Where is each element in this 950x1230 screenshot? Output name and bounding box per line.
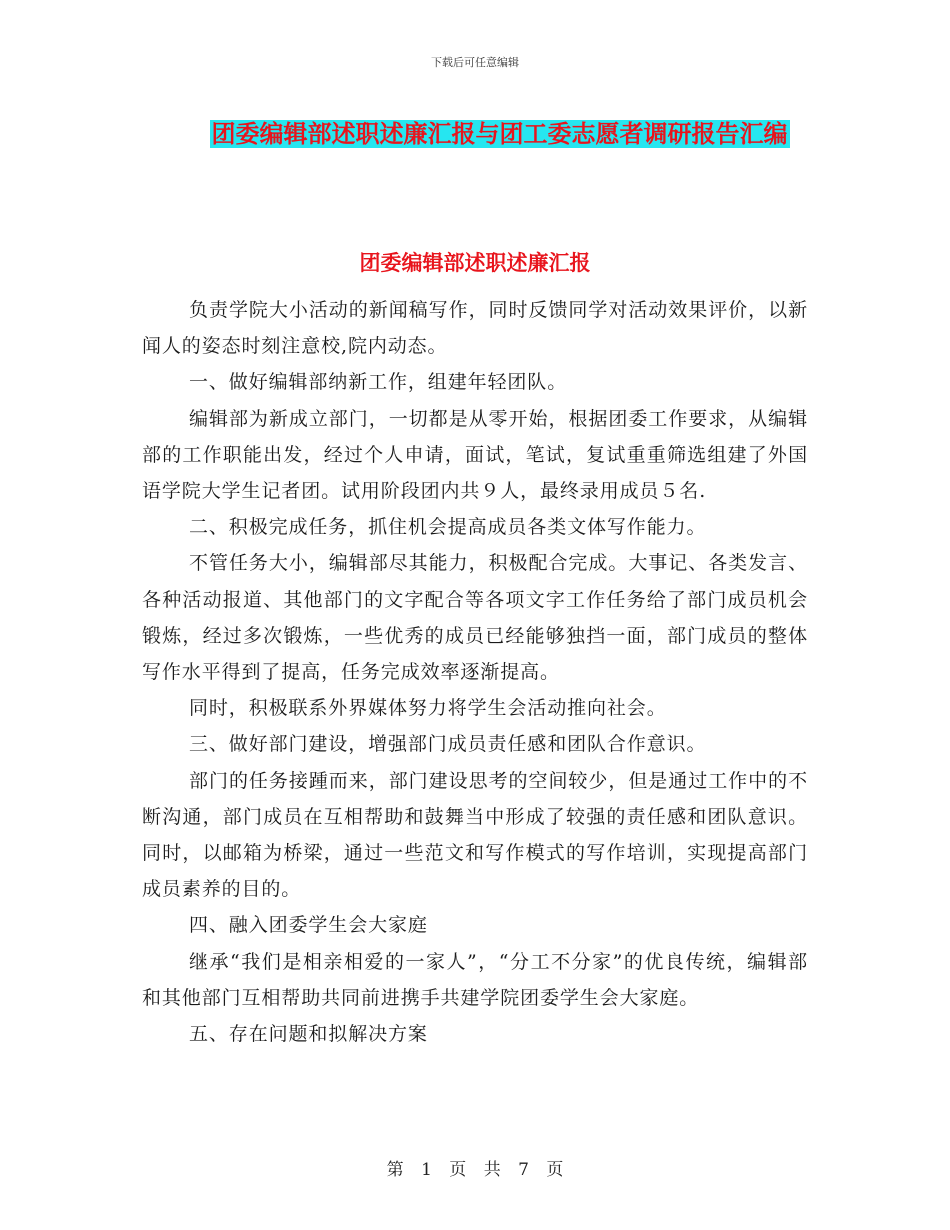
footer-label-unit-2: 页 (546, 1160, 564, 1180)
footer-label-page: 第 (386, 1160, 404, 1180)
section-title: 团委编辑部述职述廉汇报 (359, 251, 591, 275)
paragraph: 负责学院大小活动的新闻稿写作，同时反馈同学对活动效果评价，以新闻人的姿态时刻注意校,院内动态。 (142, 299, 808, 358)
paragraph: 一、做好编辑部纳新工作，组建年轻团队。 (189, 371, 568, 394)
paragraph: 三、做好部门建设，增强部门成员责任感和团队合作意识。 (189, 733, 707, 756)
paragraph: 二、积极完成任务，抓住机会提高成员各类文体写作能力。 (189, 516, 707, 539)
body-text (142, 292, 808, 1052)
paragraph: 五、存在问题和拟解决方案 (189, 1023, 428, 1046)
paragraph: 不管任务大小，编辑部尽其能力，积极配合完成。大事记、各类发言、各种活动报道、其他部门的文字配合等各项文字工作任务给了部门成员机会锻炼，经过多次锻炼，一些优秀的成员已经能够独挡一面，部门成员的整体写作水平得到了提高，任务完成效率逐渐提高。 (142, 552, 808, 684)
total-pages-number: 7 (518, 1160, 529, 1180)
paragraph: 部门的任务接踵而来，部门建设思考的空间较少，但是通过工作中的不断沟通，部门成员在互相帮助和鼓舞当中形成了较强的责任感和团队意识。同时，以邮箱为桥梁，通过一些范文和写作模式的写作培训，实现提高部门成员素养的目的。 (142, 769, 808, 901)
paragraph: 继承“我们是相亲相爱的一家人”，“分工不分家”的优良传统，编辑部和其他部门互相帮助共同前进携手共建学院团委学生会大家庭。 (142, 950, 808, 1009)
paragraph: 四、融入团委学生会大家庭 (189, 914, 428, 937)
document-title-text: 团委编辑部述职述廉汇报与团工委志愿者调研报告汇编 (211, 120, 788, 148)
page-footer (0, 1155, 950, 1180)
footer-label-unit: 页 (449, 1160, 467, 1180)
footer-label-total: 共 (483, 1160, 501, 1180)
document-title (192, 110, 807, 158)
paragraph: 同时，积极联系外界媒体努力将学生会活动推向社会。 (189, 697, 667, 720)
header-note: 下载后可任意编辑 (431, 56, 519, 69)
current-page-number: 1 (421, 1160, 432, 1180)
paragraph: 编辑部为新成立部门，一切都是从零开始，根据团委工作要求，从编辑部的工作职能出发，经过个人申请，面试，笔试，复试重重筛选组建了外国语学院大学生记者团。试用阶段团内共９人，最终录用成员５名. (142, 407, 808, 503)
